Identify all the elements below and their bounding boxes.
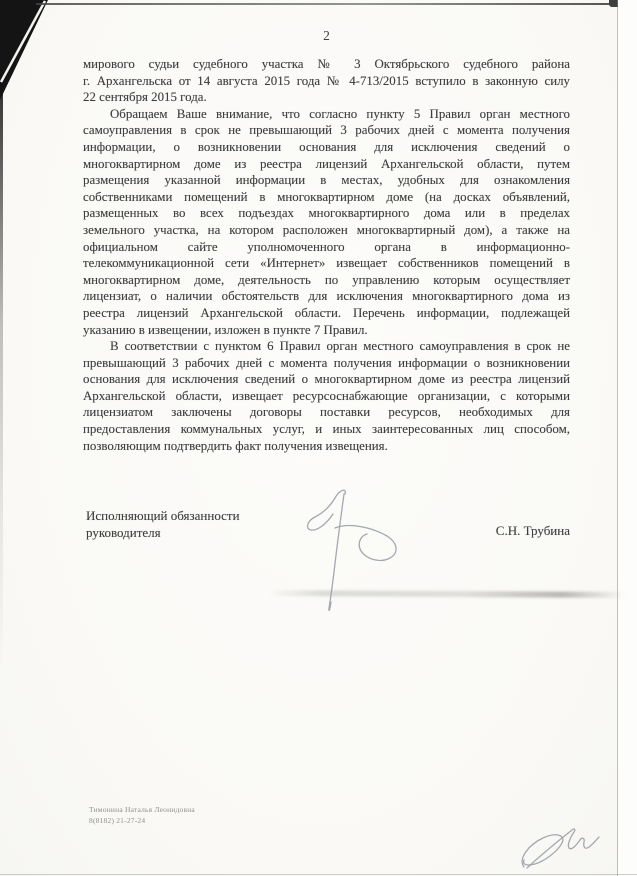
- text-line: В соответствии с пунктом 6 Правил орган местного самоуправления в срок не: [110, 339, 570, 354]
- text-line: размещения указанной информации в местах, удобных для ознакомления: [83, 173, 570, 188]
- text-line: лицензиат, о наличии обстоятельств для исключения многоквартирного дома из: [83, 289, 570, 304]
- page-number: 2: [323, 28, 330, 43]
- scan-right-margin: [618, 0, 637, 876]
- contact-phone: 8(8182) 21-27-24: [89, 816, 146, 825]
- handwritten-initials: [512, 823, 612, 876]
- text-line: указанию в извещении, изложен в пункте 7 Правил.: [83, 322, 368, 337]
- text-line: многоквартирном доме из реестра лицензий Архангельской области, путем: [83, 156, 570, 171]
- text-line: официальном сайте уполномоченного органа в информационно-: [83, 239, 570, 254]
- text-line: 22 сентября 2015 года.: [83, 90, 207, 105]
- document-text: [83, 56, 570, 454]
- text-line: г. Архангельска от 14 августа 2015 года № 4-713/2015 вступило в законную силу: [83, 73, 570, 88]
- text-line: телекоммуникационной сети «Интернет» извещает собственников помещений в: [83, 256, 570, 271]
- text-line: позволяющим подтвердить факт получения извещения.: [83, 438, 388, 453]
- contact-name: Тимонина Наталья Леонидовна: [89, 805, 195, 814]
- text-line: собственниками помещений в многоквартирном доме (на досках объявлений,: [83, 189, 570, 204]
- text-line: предоставления коммунальных услуг, и иных заинтересованных лиц способом,: [83, 422, 570, 437]
- contact-footer: [89, 804, 195, 826]
- signer-name: С.Н. Трубина: [495, 523, 570, 538]
- signature-title: [86, 508, 240, 541]
- handwritten-signature: [295, 486, 410, 621]
- scan-corner-artifact: [0, 0, 50, 102]
- scan-top-edge-line: [36, 3, 637, 5]
- text-line: земельного участка, на котором расположен многоквартирный дом), а также на: [83, 222, 570, 237]
- text-line: мирового судьи судебного участка № 3 Октябрьского судебного района: [83, 57, 570, 71]
- text-line: основания для исключения сведений о многоквартирном доме из реестра лицензий: [83, 372, 570, 387]
- text-line: лицензиатом заключены договоры поставки ресурсов, необходимых для: [83, 405, 570, 420]
- scan-left-edge-shadow: [0, 92, 3, 672]
- scan-right-edge-line: [617, 0, 618, 876]
- text-line: многоквартирном доме, деятельность по управлению которым осуществляет: [83, 272, 570, 287]
- text-line: Архангельской области, извещает ресурсоснабжающие организации, с которыми: [83, 388, 570, 403]
- text-line: Обращаем Ваше внимание, что согласно пункту 5 Правил орган местного: [110, 106, 570, 121]
- signature-title-line1: Исполняющий обязанности: [86, 508, 240, 523]
- signature-title-line2: руководителя: [86, 524, 161, 540]
- text-line: превышающий 3 рабочих дней с момента получения информации о возникновении: [83, 355, 570, 370]
- text-line: размещенных во всех подъездах многоквартирного дома или в пределах: [83, 206, 570, 221]
- text-line: реестра лицензий Архангельской области. Перечень информации, подлежащей: [83, 305, 570, 320]
- text-line: самоуправления в срок не превышающий 3 рабочих дней с момента получения: [83, 123, 570, 138]
- text-line: информации, о возникновении основания для исключения сведений о: [83, 139, 570, 154]
